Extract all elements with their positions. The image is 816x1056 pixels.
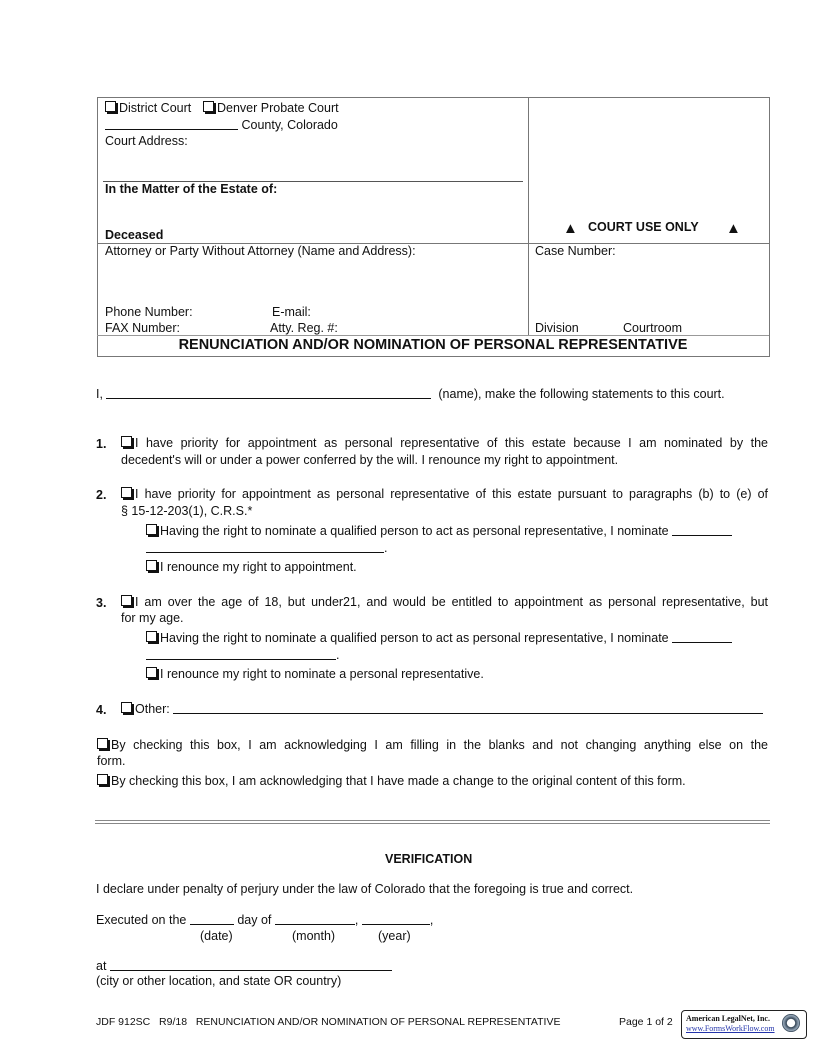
ack-text: form.: [97, 754, 126, 768]
nominee-blank[interactable]: [672, 524, 732, 536]
division-label: Division: [535, 321, 579, 335]
logo-url[interactable]: www.FormsWorkFlow.com: [686, 1024, 775, 1033]
label: Denver Probate Court: [217, 101, 339, 115]
divider: [95, 820, 770, 821]
triangle-up-icon: ▲: [726, 220, 741, 237]
nominee-blank[interactable]: [672, 631, 732, 643]
item-2-nominate: [146, 524, 732, 538]
checkbox[interactable]: [97, 774, 108, 785]
item-1-text: decedent's will or under a power conferred by the will. I renounce my right to appointment.: [121, 453, 619, 467]
label: (name), make the following statements to this court.: [438, 387, 725, 401]
triangle-up-icon: ▲: [563, 220, 578, 237]
item-2-line: [121, 487, 768, 501]
executed-line: Executed on the day of , ,: [96, 913, 434, 927]
text: I renounce my right to appointment.: [160, 560, 357, 574]
checkbox[interactable]: [121, 487, 132, 498]
checkbox[interactable]: [146, 631, 157, 642]
checkbox[interactable]: [146, 524, 157, 535]
location-line: [96, 959, 392, 973]
ack-no-change: [97, 738, 768, 752]
district-court-option[interactable]: [105, 101, 191, 115]
location-blank[interactable]: [110, 959, 392, 971]
item-2-text: § 15-12-203(1), C.R.S.*: [121, 504, 253, 518]
checkbox[interactable]: [203, 101, 214, 112]
checkbox[interactable]: [121, 436, 132, 447]
divider: [95, 823, 770, 824]
item-number: 3.: [96, 596, 107, 610]
item-number: 4.: [96, 703, 107, 717]
location-caption: (city or other location, and state OR country): [96, 974, 342, 988]
email-label: E-mail:: [272, 305, 311, 319]
month-blank[interactable]: [275, 913, 355, 925]
label: at: [96, 959, 107, 973]
checkbox[interactable]: [97, 738, 108, 749]
checkbox[interactable]: [105, 101, 116, 112]
item-number: 2.: [96, 488, 107, 502]
label: District Court: [119, 101, 192, 115]
other-blank[interactable]: [173, 702, 763, 714]
year-caption: (year): [378, 929, 411, 943]
courtroom-label: Courtroom: [623, 321, 683, 335]
divider: [97, 335, 769, 336]
declaration-text: I declare under penalty of perjury under the law of Colorado that the foregoing is true and correct.: [96, 882, 634, 896]
form-title: RENUNCIATION AND/OR NOMINATION OF PERSONAL REPRESENTATIVE: [178, 337, 688, 353]
verification-title: VERIFICATION: [385, 852, 473, 866]
footer-form-id: [96, 1016, 560, 1028]
court-address-label: Court Address:: [105, 134, 188, 148]
item-number: 1.: [96, 437, 107, 451]
text: By checking this box, I am acknowledging I am filling in the blanks and not changing anything else on the: [111, 738, 768, 752]
checkbox[interactable]: [121, 595, 132, 606]
item-4-line: [121, 702, 763, 716]
year-blank[interactable]: [362, 913, 430, 925]
attorney-label: Attorney or Party Without Attorney (Name and Address):: [105, 244, 416, 258]
divider: [528, 97, 529, 335]
american-legalnet-logo[interactable]: [681, 1010, 807, 1039]
phone-label: Phone Number:: [105, 305, 193, 319]
court-use-only: COURT USE ONLY: [588, 220, 699, 234]
item-2-renounce: [146, 560, 357, 574]
date-caption: (date): [200, 929, 233, 943]
county-line: [105, 118, 338, 132]
county-blank[interactable]: [105, 118, 238, 130]
fax-label: FAX Number:: [105, 321, 181, 335]
page-number: Page 1 of 2: [619, 1016, 673, 1028]
text: Having the right to nominate a qualified person to act as personal representative, I nominate: [160, 524, 669, 538]
checkbox[interactable]: [121, 702, 132, 713]
text: I have priority for appointment as personal representative of this estate pursuant to paragraphs (b) to (e) of: [135, 487, 768, 501]
denver-probate-option[interactable]: [203, 101, 339, 115]
date-blank[interactable]: [190, 913, 234, 925]
intro-line: [96, 387, 725, 401]
label: County, Colorado: [241, 118, 338, 132]
text: I am over the age of 18, but under21, and would be entitled to appointment as personal representative, but: [135, 595, 768, 609]
case-number-label: Case Number:: [535, 244, 616, 258]
label: Executed on the: [96, 913, 187, 927]
item-3-text: for my age.: [121, 611, 184, 625]
text: By checking this box, I am acknowledging that I have made a change to the original content of this form.: [111, 774, 686, 788]
item-3-renounce: [146, 667, 484, 681]
deceased-label: Deceased: [105, 228, 164, 242]
revision: R9/18: [159, 1016, 188, 1028]
footer-title: RENUNCIATION AND/OR NOMINATION OF PERSONAL REPRESENTATIVE: [195, 1016, 561, 1028]
form-id: JDF 912SC: [96, 1016, 151, 1028]
estate-of-label: In the Matter of the Estate of:: [105, 182, 278, 196]
nominee-blank-2[interactable]: .: [146, 541, 387, 555]
item-3-line: [121, 595, 768, 609]
label: I,: [96, 387, 103, 401]
logo-name: American LegalNet, Inc.: [686, 1014, 770, 1023]
label: day of: [237, 913, 272, 927]
item-3-nominate: [146, 631, 732, 645]
blank[interactable]: [146, 541, 384, 553]
nominee-blank-2[interactable]: .: [146, 648, 339, 662]
checkbox[interactable]: [146, 667, 157, 678]
text: I have priority for appointment as personal representative of this estate because I am nominated by the: [135, 436, 768, 450]
month-caption: (month): [292, 929, 336, 943]
atty-reg-label: Atty. Reg. #:: [270, 321, 338, 335]
ack-changed: [97, 774, 686, 788]
name-blank[interactable]: [106, 387, 431, 399]
globe-icon: [782, 1014, 800, 1032]
text: Other:: [135, 702, 170, 716]
blank[interactable]: [146, 648, 336, 660]
item-1-line: [121, 436, 768, 450]
text: Having the right to nominate a qualified person to act as personal representative, I nominate: [160, 631, 669, 645]
checkbox[interactable]: [146, 560, 157, 571]
text: I renounce my right to nominate a personal representative.: [160, 667, 484, 681]
